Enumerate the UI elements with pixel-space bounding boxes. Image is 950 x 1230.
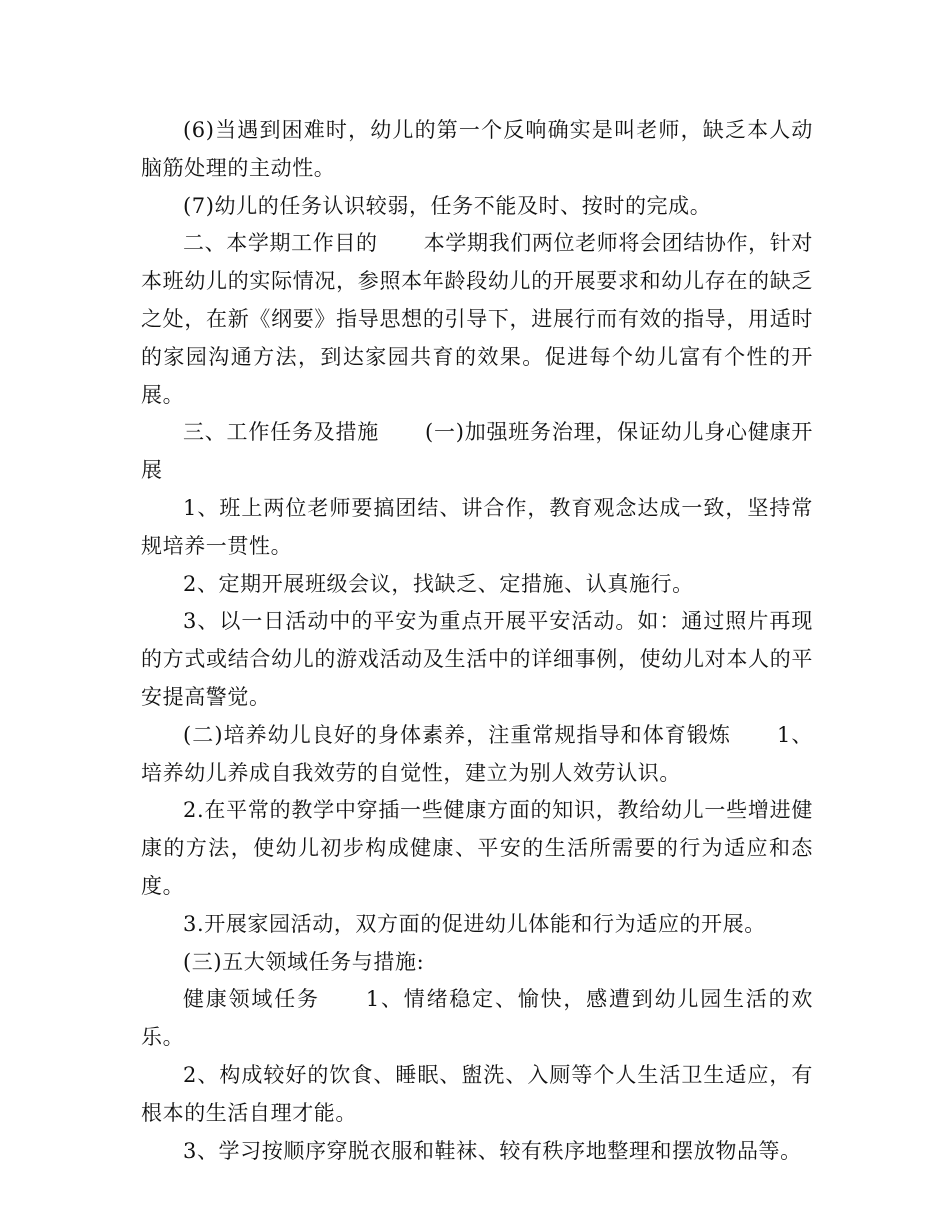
section-heading-paragraph — [141, 225, 813, 414]
paragraph-text: 1、班上两位老师要搞团结、讲合作，教育观念达成一致，坚持常规培养一贯性。 — [141, 495, 813, 558]
paragraph-text: 2、构成较好的饮食、睡眠、盥洗、入厕等个人生活卫生适应，有根本的生活自理才能。 — [141, 1062, 813, 1125]
paragraph-text: 3、以一日活动中的平安为重点开展平安活动。如：通过照片再现的方式或结合幼儿的游戏活动及生活中的详细事例，使幼儿对本人的平安提高警觉。 — [141, 609, 813, 709]
paragraph — [141, 603, 813, 716]
paragraph — [141, 906, 813, 944]
paragraph-text: 本学期我们两位老师将会团结协作，针对本班幼儿的实际情况，参照本年龄段幼儿的开展要求和幼儿存在的缺乏之处，在新《纲要》指导思想的引导下，进展行而有效的指导，用适时的家园沟通方法，到达家园共育的效果。促进每个幼儿富有个性的开展。 — [141, 231, 813, 407]
paragraph-text: 2、定期开展班级会议，找缺乏、定措施、认真施行。 — [183, 571, 694, 596]
subsection-paragraph — [141, 717, 813, 793]
paragraph-text: (6)当遇到困难时，幼儿的第一个反响确实是叫老师，缺乏本人动脑筋处理的主动性。 — [141, 118, 813, 180]
subsection-heading: (二)培养幼儿良好的身体素养，注重常规指导和体育锻炼 — [183, 722, 731, 747]
document-body — [141, 112, 813, 1170]
paragraph — [141, 112, 813, 188]
paragraph — [141, 792, 813, 905]
subsection-heading: 健康领域任务 — [183, 987, 320, 1012]
paragraph — [141, 566, 813, 604]
paragraph-text: 1、情绪稳定、愉快，感遭到幼儿园生活的欢乐。 — [141, 987, 813, 1050]
section-heading-paragraph — [141, 414, 813, 490]
section-heading: 二、本学期工作目的 — [183, 231, 378, 256]
subsection-heading: (一)加强班务治理，保证幼儿身心健康开展 — [141, 420, 813, 483]
subsection-paragraph — [141, 981, 813, 1057]
paragraph — [141, 188, 813, 226]
paragraph — [141, 1057, 813, 1133]
paragraph-text: 1、培养幼儿养成自我效劳的自觉性，建立为别人效劳认识。 — [141, 722, 814, 785]
section-heading: 三、工作任务及措施 — [183, 420, 379, 445]
paragraph — [141, 1133, 813, 1171]
subsection-paragraph — [141, 944, 813, 982]
paragraph-text: 3、学习按顺序穿脱衣服和鞋袜、较有秩序地整理和摆放物品等。 — [183, 1138, 802, 1163]
subsection-heading: (三)五大领域任务与措施: — [183, 949, 425, 974]
paragraph — [141, 490, 813, 566]
paragraph-text: 2.在平常的教学中穿插一些健康方面的知识，教给幼儿一些增进健康的方法，使幼儿初步构成健康、平安的生活所需要的行为适应和态度。 — [141, 798, 813, 898]
paragraph-text: 3.开展家园活动，双方面的促进幼儿体能和行为适应的开展。 — [183, 911, 766, 936]
paragraph-text: (7)幼儿的任务认识较弱，任务不能及时、按时的完成。 — [183, 193, 712, 218]
